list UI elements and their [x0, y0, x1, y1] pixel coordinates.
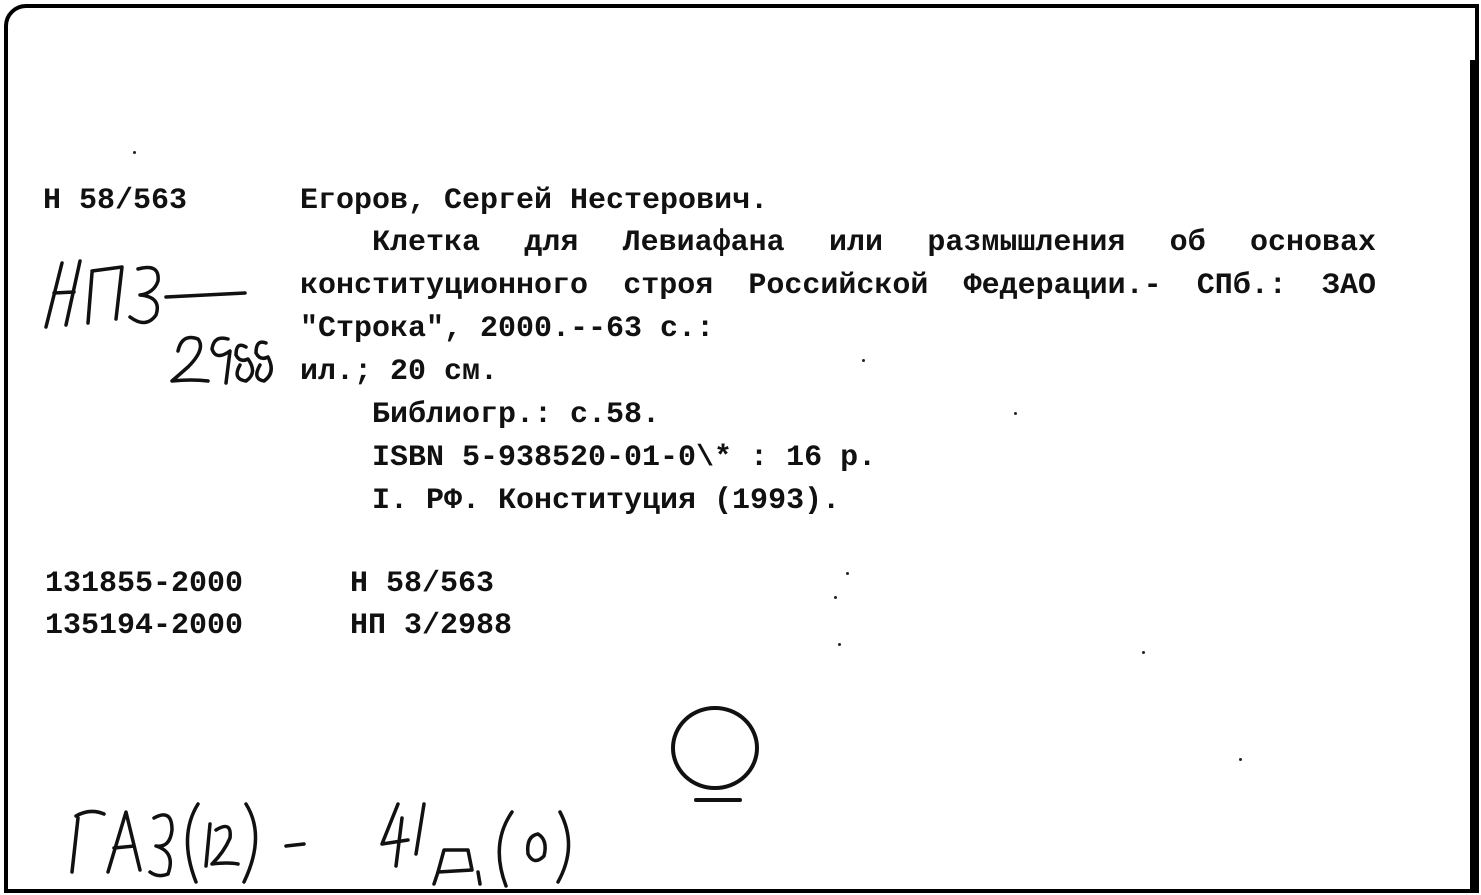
holding-accession-1: 131855-2000	[45, 567, 244, 601]
title-statement-text: Клетка для Левиафана или размышления об основах конституционного строя Российской Федерации.- СПб.: ЗАО "Строка", 2000.--63 с.:	[300, 226, 1376, 346]
holding-location-1: Н 58/563	[350, 567, 495, 601]
title-statement	[300, 222, 1376, 351]
physical-description: ил.; 20 см.	[300, 355, 499, 389]
scan-speck	[834, 596, 837, 599]
handwritten-margin-shelfmark-label: НП3—2988	[40, 255, 45, 256]
scan-speck	[838, 643, 841, 646]
handwritten-classification-label: ГА9(12)-41д(0)	[60, 790, 67, 791]
handwritten-margin-shelfmark	[40, 255, 280, 395]
shelfmark: Н 58/563	[43, 184, 188, 218]
scan-speck	[862, 359, 865, 362]
bibliography-note: Библиогр.: с.58.	[372, 398, 661, 432]
scan-speck	[1142, 651, 1145, 654]
holding-accession-2: 135194-2000	[45, 609, 244, 643]
scan-speck	[1014, 412, 1017, 415]
isbn-price: ISBN 5-938520-01-0\* : 16 р.	[372, 441, 877, 475]
card-right-edge	[1470, 60, 1476, 890]
handwritten-classification	[60, 790, 600, 890]
scan-speck	[846, 572, 849, 575]
subject-entry: I. РФ. Конституция (1993).	[372, 484, 841, 518]
holding-location-2: НП 3/2988	[350, 609, 513, 643]
punch-hole-circle	[660, 700, 770, 810]
scan-speck	[1239, 758, 1242, 761]
scan-speck	[133, 151, 136, 154]
author-heading: Егоров, Сергей Нестерович.	[300, 184, 769, 218]
